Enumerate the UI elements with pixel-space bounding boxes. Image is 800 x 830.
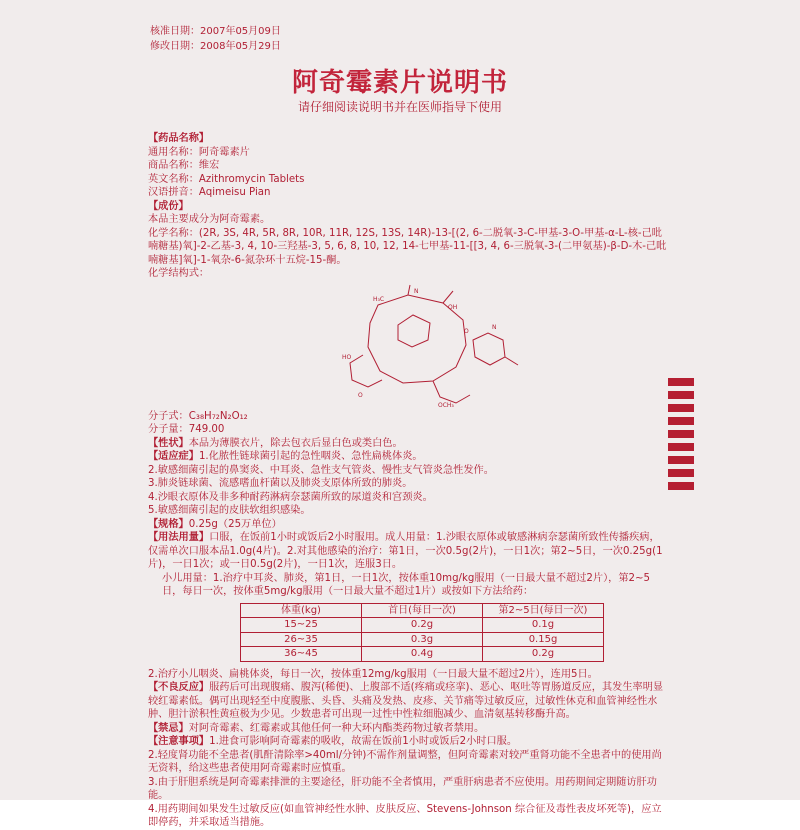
table-header: 第2~5日(每日一次) — [483, 603, 604, 618]
svg-text:O: O — [358, 391, 363, 399]
trade-name: 商品名称：维宏 — [148, 160, 220, 171]
table-header: 体重(kg) — [241, 603, 362, 618]
edge-marker-bars — [668, 378, 694, 495]
pinyin-name: 汉语拼音：Aqimeisu Pian — [148, 187, 271, 198]
indication-item: 2.敏感细菌引起的鼻窦炎、中耳炎、急性支气管炎、慢性支气管炎急性发作。 — [148, 464, 494, 476]
section-adverse-reactions: 【不良反应】服药后可出现腹痛、腹泻(稀便)、上腹部不适(疼痛或痉挛)、恶心、呕吐等胃肠道反应，其发生率明显较红霉素低。偶可出现轻至中度腹胀、头昏、头痛及发热、皮疹、关节痛等过敏反应，过敏性休克和血管神经性水肿、胆汁淤积性黄疸极为少见。少数患者可出现一过性中性粒细胞减少、血清氨基转移酶升高。 — [148, 682, 664, 720]
table-row: 36~45 0.4g 0.2g — [241, 647, 604, 662]
table-header: 首日(每日一次) — [362, 603, 483, 618]
table-header-row — [241, 603, 604, 618]
molecular-weight: 分子量：749.00 — [148, 424, 225, 435]
insert-content — [148, 132, 668, 830]
section-drug-name: 【药品名称】 — [148, 133, 210, 144]
svg-text:H₃C: H₃C — [373, 295, 385, 303]
precaution-item: 3.由于肝胆系统是阿奇霉素排泄的主要途径，肝功能不全者慎用，严重肝病患者不应使用。用药期间定期随访肝功能。 — [148, 776, 657, 801]
chemical-structure — [148, 285, 668, 410]
section-properties: 【性状】本品为薄膜衣片，除去包衣后显白色或类白色。 — [148, 437, 403, 449]
svg-text:O: O — [464, 327, 469, 335]
svg-text:N: N — [414, 287, 419, 295]
generic-name: 通用名称：阿奇霉素片 — [148, 146, 250, 158]
dosage-tonsillitis: 2.治疗小儿咽炎、扁桃体炎，每日一次，按体重12mg/kg服用（一日最大量不超过2片），连用5日。 — [148, 668, 598, 680]
molecular-formula: 分子式：C₃₈H₇₂N₂O₁₂ — [148, 410, 248, 422]
svg-text:HO: HO — [342, 353, 352, 361]
composition-main: 本品主要成分为阿奇霉素。 — [148, 214, 271, 225]
indication-item: 3.肺炎链球菌、流感嗜血杆菌以及肺炎支原体所致的肺炎。 — [148, 478, 413, 489]
revision-date: 修改日期：2008年05月29日 — [150, 41, 281, 52]
document-subtitle: 请仔细阅读说明书并在医师指导下使用 — [297, 100, 502, 114]
english-name: 英文名称：Azithromycin Tablets — [148, 173, 305, 185]
svg-text:OH: OH — [448, 303, 458, 311]
svg-text:N: N — [492, 323, 497, 331]
section-dosage: 【用法用量】口服，在饭前1小时或饭后2小时服用。成人用量：1.沙眼衣原体或敏感淋病奈瑟菌所致性传播疾病，仅需单次口服本品1.0g(4片)。2.对其他感染的治疗：第1日，一次0.5g(2片)，一日1次；第2~5日，一次0.25g(1片)，一日1次；或一日0.5g(2片)，一日1次，连服3日。 — [148, 532, 663, 570]
precaution-item: 4.用药期间如果发生过敏反应(如血管神经性水肿、皮肤反应、Stevens-Johnson 综合征及毒性表皮坏死等)，应立即停药，并采取适当措施。 — [148, 803, 662, 828]
indication-item: 5.敏感细菌引起的皮肤软组织感染。 — [148, 505, 311, 516]
svg-text:OCH₃: OCH₃ — [438, 401, 454, 409]
table-row: 15~25 0.2g 0.1g — [241, 618, 604, 633]
dosage-table — [240, 603, 604, 662]
revision-dates — [150, 24, 281, 54]
section-precautions: 【注意事项】1.进食可影响阿奇霉素的吸收，故需在饭前1小时或饭后2小时口服。 — [148, 736, 518, 747]
section-contraindications: 【禁忌】对阿奇霉素、红霉素或其他任何一种大环内酯类药物过敏者禁用。 — [148, 722, 485, 734]
section-composition: 【成份】 — [148, 200, 189, 212]
structure-diagram — [338, 285, 528, 410]
section-indications: 【适应症】1.化脓性链球菌引起的急性咽炎、急性扁桃体炎。 — [148, 451, 423, 462]
section-specification: 【规格】0.25g（25万单位） — [148, 518, 282, 530]
structure-label: 化学结构式： — [148, 268, 210, 279]
dosage-children: 小儿用量：1.治疗中耳炎、肺炎，第1日，一日1次，按体重10mg/kg服用（一日最大量不超过2片），第2~5日，每日一次，按体重5mg/kg服用（一日最大量不超过1片）或按如下方法给药： — [162, 572, 651, 597]
chemical-name: 化学名称：(2R, 3S, 4R, 5R, 8R, 10R, 11R, 12S, 13S, 14R)-13-[(2, 6-二脱氧-3-C-甲基-3-O-甲基-α-L-核-己吡喃糖基)氧]-2-乙基-3, 4, 10-三羟基-3, 5, 6, 8, 10, 12, 14-七甲基-11-[[3, 4, 6-三脱氧-3-(二甲氨基)-β-D-木-己吡喃糖基]氧]-1-氧杂-6-氮杂环十五烷-15-酮。 — [148, 227, 667, 266]
table-row: 26~35 0.3g 0.15g — [241, 632, 604, 647]
precaution-item: 2.轻度肾功能不全患者(肌酐清除率>40ml/分钟)不需作剂量调整，但阿奇霉素对较严重肾功能不全患者中的使用尚无资料，给这些患者使用阿奇霉素时应慎重。 — [148, 749, 662, 774]
document-title: 阿奇霉素片说明书 — [291, 68, 508, 98]
indication-item: 4.沙眼衣原体及非多种耐药淋病奈瑟菌所致的尿道炎和宫颈炎。 — [148, 491, 433, 503]
approval-date: 核准日期：2007年05月09日 — [150, 26, 281, 37]
